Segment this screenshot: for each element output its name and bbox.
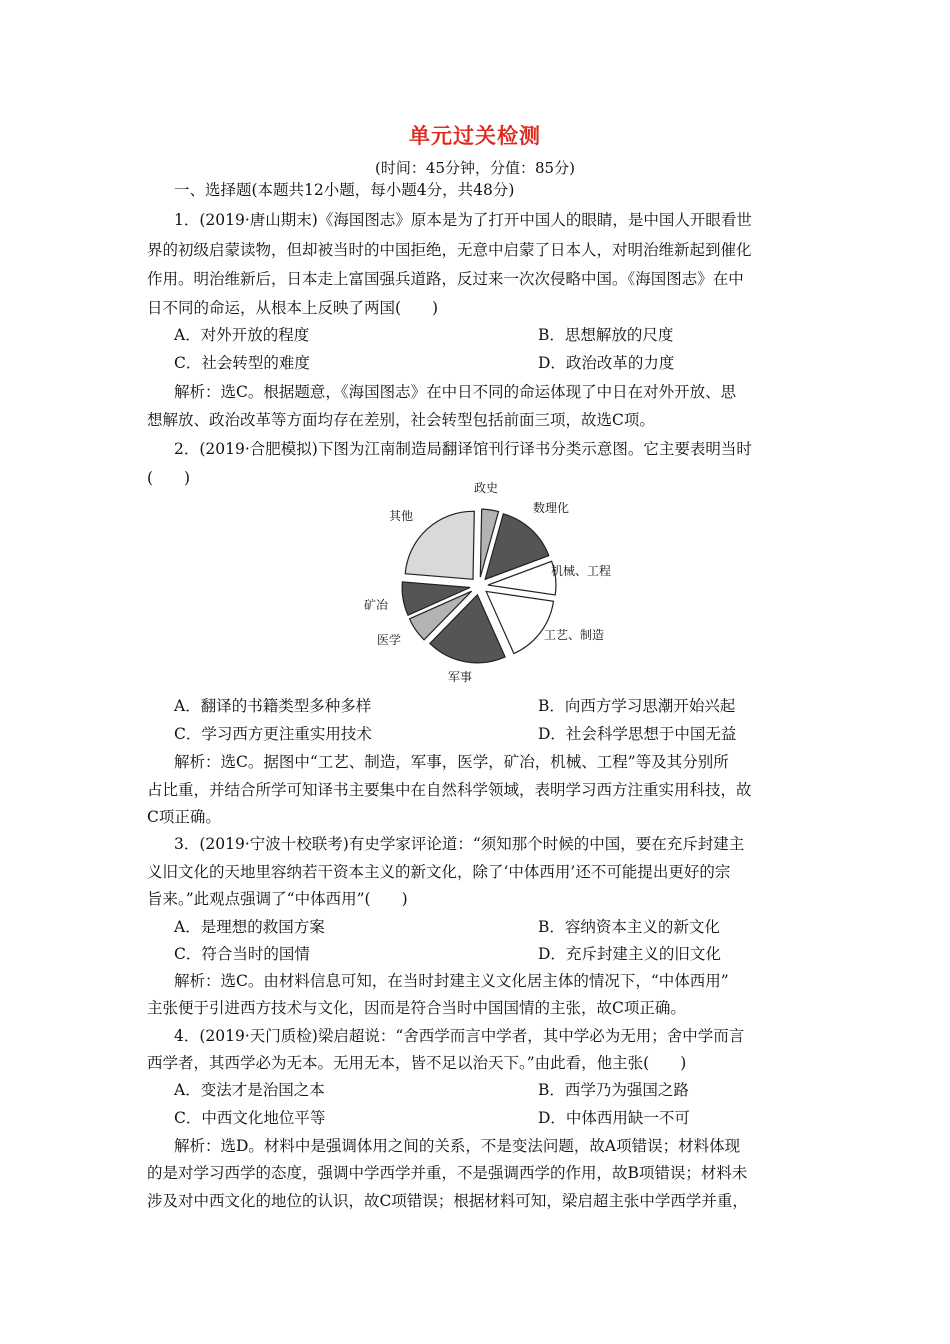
exam-info: (时间：45分钟，分值：85分): [375, 159, 575, 177]
q4-option-b: B．西学乃为强国之路: [538, 1081, 689, 1099]
q4-option-d: D．中体西用缺一不可: [538, 1109, 690, 1127]
pie-label: 工艺、制造: [544, 628, 605, 642]
q1-analysis-line: 想解放、政治改革等方面均存在差别，社会转型包括前面三项，故选C项。: [147, 411, 655, 429]
q3-option-d: D．充斥封建主义的旧文化: [538, 945, 721, 963]
q3-analysis-line: 主张便于引进西方技术与文化，因而是符合当时中国国情的主张，故C项正确。: [147, 999, 686, 1017]
pie-label: 军事: [447, 670, 473, 684]
q4-analysis-line: 的是对学习西学的态度，强调中学西学并重，不是强调西学的作用，故B项错误；材料未: [147, 1164, 748, 1182]
q2-analysis-line: 占比重，并结合所学可知译书主要集中在自然科学领域，表明学习西方注重实用科技，故: [147, 781, 752, 799]
q3-option-a: A．是理想的救国方案: [174, 918, 325, 936]
page-title: 单元过关检测: [409, 124, 541, 148]
pie-label: 医学: [376, 633, 402, 647]
q4-option-a: A．变法才是治国之本: [174, 1081, 325, 1099]
q2-analysis-line: 解析：选C。据图中“工艺、制造，军事，医学，矿冶，机械、工程”等及其分别所: [174, 753, 729, 771]
q2-stem-line: ( ): [147, 469, 191, 487]
q2-analysis-line: C项正确。: [147, 808, 221, 826]
q4-option-c: C．中西文化地位平等: [174, 1109, 326, 1127]
q3-stem-line: 3．(2019·宁波十校联考)有史学家评论道：“须知那个时候的中国，要在充斥封建主: [174, 835, 745, 853]
pie-label: 机械、工程: [551, 564, 612, 578]
q1-option-d: D．政治改革的力度: [538, 354, 675, 372]
q1-option-a: A．对外开放的程度: [174, 326, 310, 344]
q1-stem-line: 1．(2019·唐山期末)《海国图志》原本是为了打开中国人的眼睛，是中国人开眼看世: [174, 211, 752, 229]
q1-stem-line: 界的初级启蒙读物，但却被当时的中国拒绝，无意中启蒙了日本人，对明治维新起到催化: [147, 241, 752, 259]
pie-label: 数理化: [532, 501, 570, 515]
q1-option-c: C．社会转型的难度: [174, 354, 310, 372]
q1-option-b: B．思想解放的尺度: [538, 326, 674, 344]
q4-stem-line: 4．(2019·天门质检)梁启超说：“舍西学而言中学者，其中学必为无用；舍中学而言: [174, 1027, 745, 1045]
q3-option-b: B．容纳资本主义的新文化: [538, 918, 720, 936]
q1-stem-line: 作用。明治维新后，日本走上富国强兵道路，反过来一次次侵略中国。《海国图志》在中: [147, 270, 744, 288]
translation-category-pie-chart: [355, 478, 625, 693]
q2-option-a: A．翻译的书籍类型多种多样: [174, 697, 372, 715]
q4-stem-line: 西学者，其西学必为无本。无用无本，皆不足以治天下。”由此看，他主张( ): [147, 1054, 687, 1072]
q1-analysis-line: 解析：选C。根据题意，《海国图志》在中日不同的命运体现了中日在对外开放、思: [174, 383, 737, 401]
q2-option-b: B．向西方学习思潮开始兴起: [538, 697, 736, 715]
q3-analysis-line: 解析：选C。由材料信息可知，在当时封建主义文化居主体的情况下，“中体西用”: [174, 972, 729, 990]
q2-option-d: D．社会科学思想于中国无益: [538, 725, 737, 743]
q4-analysis-line: 涉及对中西文化的地位的认识，故C项错误；根据材料可知，梁启超主张中学西学并重，: [147, 1192, 748, 1210]
pie-label: 其他: [388, 509, 414, 523]
section-heading: 一、选择题(本题共12小题，每小题4分，共48分): [174, 181, 515, 199]
q1-stem-line: 日不同的命运，从根本上反映了两国( ): [147, 299, 439, 317]
pie-slice-7: [405, 511, 474, 579]
q3-option-c: C．符合当时的国情: [174, 945, 310, 963]
q2-option-c: C．学习西方更注重实用技术: [174, 725, 372, 743]
q3-stem-line: 义旧文化的天地里容纳若干资本主义的新文化，除了‘中体西用’还不可能提出更好的宗: [147, 863, 731, 881]
q3-stem-line: 旨来。”此观点强调了“中体西用”( ): [147, 890, 408, 908]
q4-analysis-line: 解析：选D。材料中是强调体用之间的关系，不是变法问题，故A项错误；材料体现: [174, 1137, 741, 1155]
pie-label: 政史: [473, 481, 499, 495]
q2-stem-line: 2．(2019·合肥模拟)下图为江南制造局翻译馆刊行译书分类示意图。它主要表明当时: [174, 440, 752, 458]
pie-label: 矿冶: [363, 598, 389, 612]
